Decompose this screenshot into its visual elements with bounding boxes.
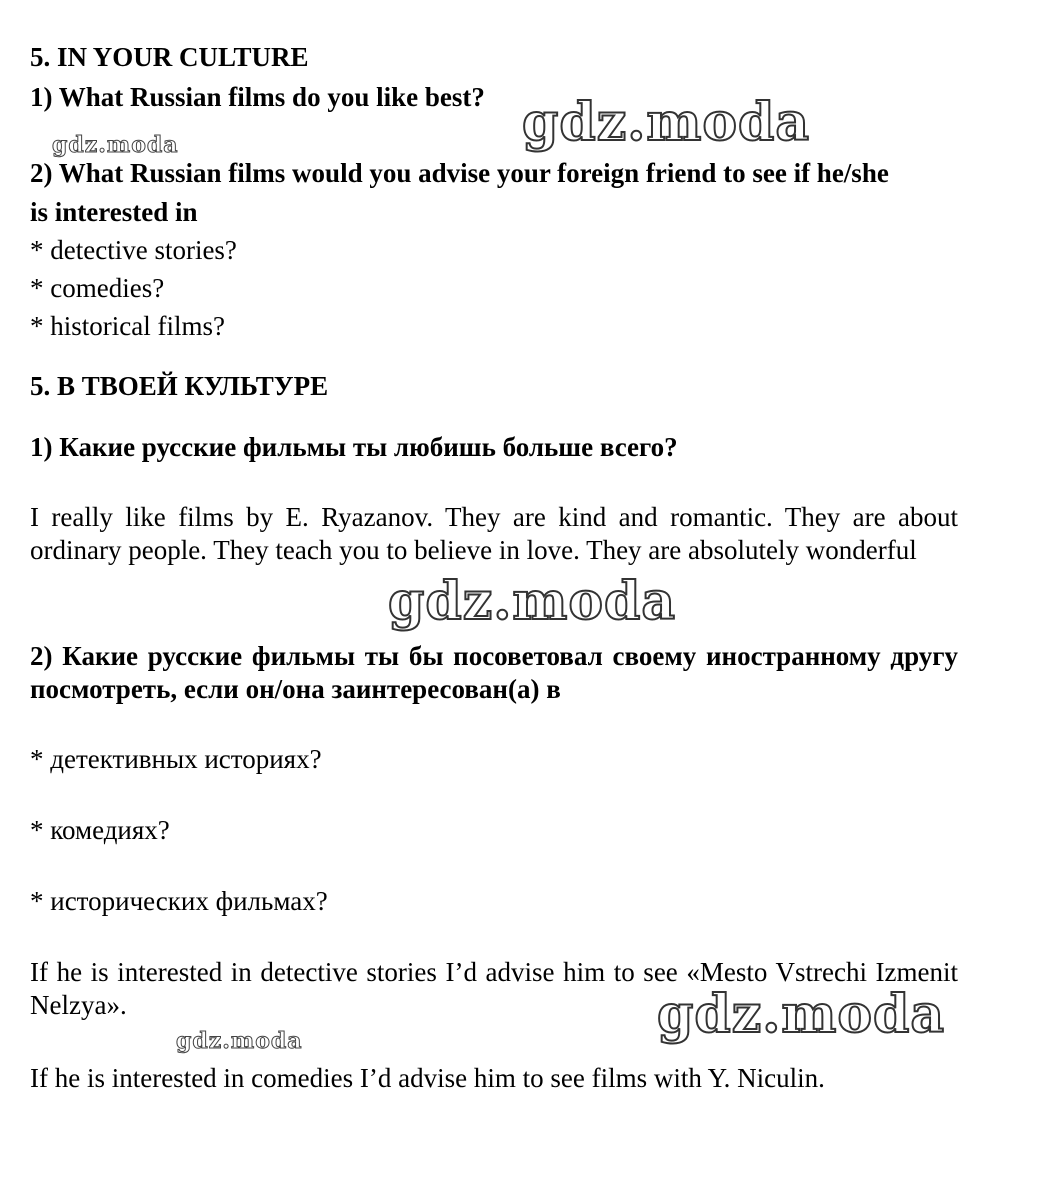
english-item-comedies: * comedies? bbox=[30, 273, 165, 303]
watermark-logo-small: gdz.moda bbox=[176, 1028, 303, 1054]
english-question-1: 1) What Russian films do you like best? bbox=[30, 82, 485, 112]
russian-heading: 5. В ТВОЕЙ КУЛЬТУРЕ bbox=[30, 371, 329, 401]
english-question-2-line-2: is interested in bbox=[30, 197, 198, 227]
answer-2-detective: If he is interested in detective stories I’d advise him to see «Mesto Vstrechi Izmenit Nelzya». bbox=[30, 957, 958, 1020]
russian-question-1: 1) Какие русские фильмы ты любишь больше всего? bbox=[30, 432, 678, 462]
english-item-historical: * historical films? bbox=[30, 311, 225, 341]
english-item-detective: * detective stories? bbox=[30, 235, 237, 265]
watermark-logo: gdz.moda bbox=[522, 92, 811, 153]
russian-item-historical: * исторических фильмах? bbox=[30, 886, 328, 916]
answer-1-paragraph: I really like films by E. Ryazanov. They are kind and romantic. They are about ordinary people. They teach you to believe in love. They are absolutely wonderful bbox=[30, 502, 958, 565]
watermark-logo: gdz.moda bbox=[657, 984, 946, 1045]
russian-item-comedies: * комедиях? bbox=[30, 815, 170, 845]
english-question-2-line-1: 2) What Russian films would you advise your foreign friend to see if he/she bbox=[30, 158, 889, 188]
watermark-logo-small: gdz.moda bbox=[52, 132, 179, 158]
watermark-logo: gdz.moda bbox=[388, 571, 677, 632]
russian-item-detective: * детективных историях? bbox=[30, 744, 322, 774]
russian-question-2: 2) Какие русские фильмы ты бы посоветовал своему иностранному другу посмотреть, если он/она заинтересован(а) в bbox=[30, 641, 958, 704]
english-heading: 5. IN YOUR CULTURE bbox=[30, 42, 309, 72]
answer-2-comedies: If he is interested in comedies I’d advise him to see films with Y. Niculin. bbox=[30, 1063, 825, 1093]
